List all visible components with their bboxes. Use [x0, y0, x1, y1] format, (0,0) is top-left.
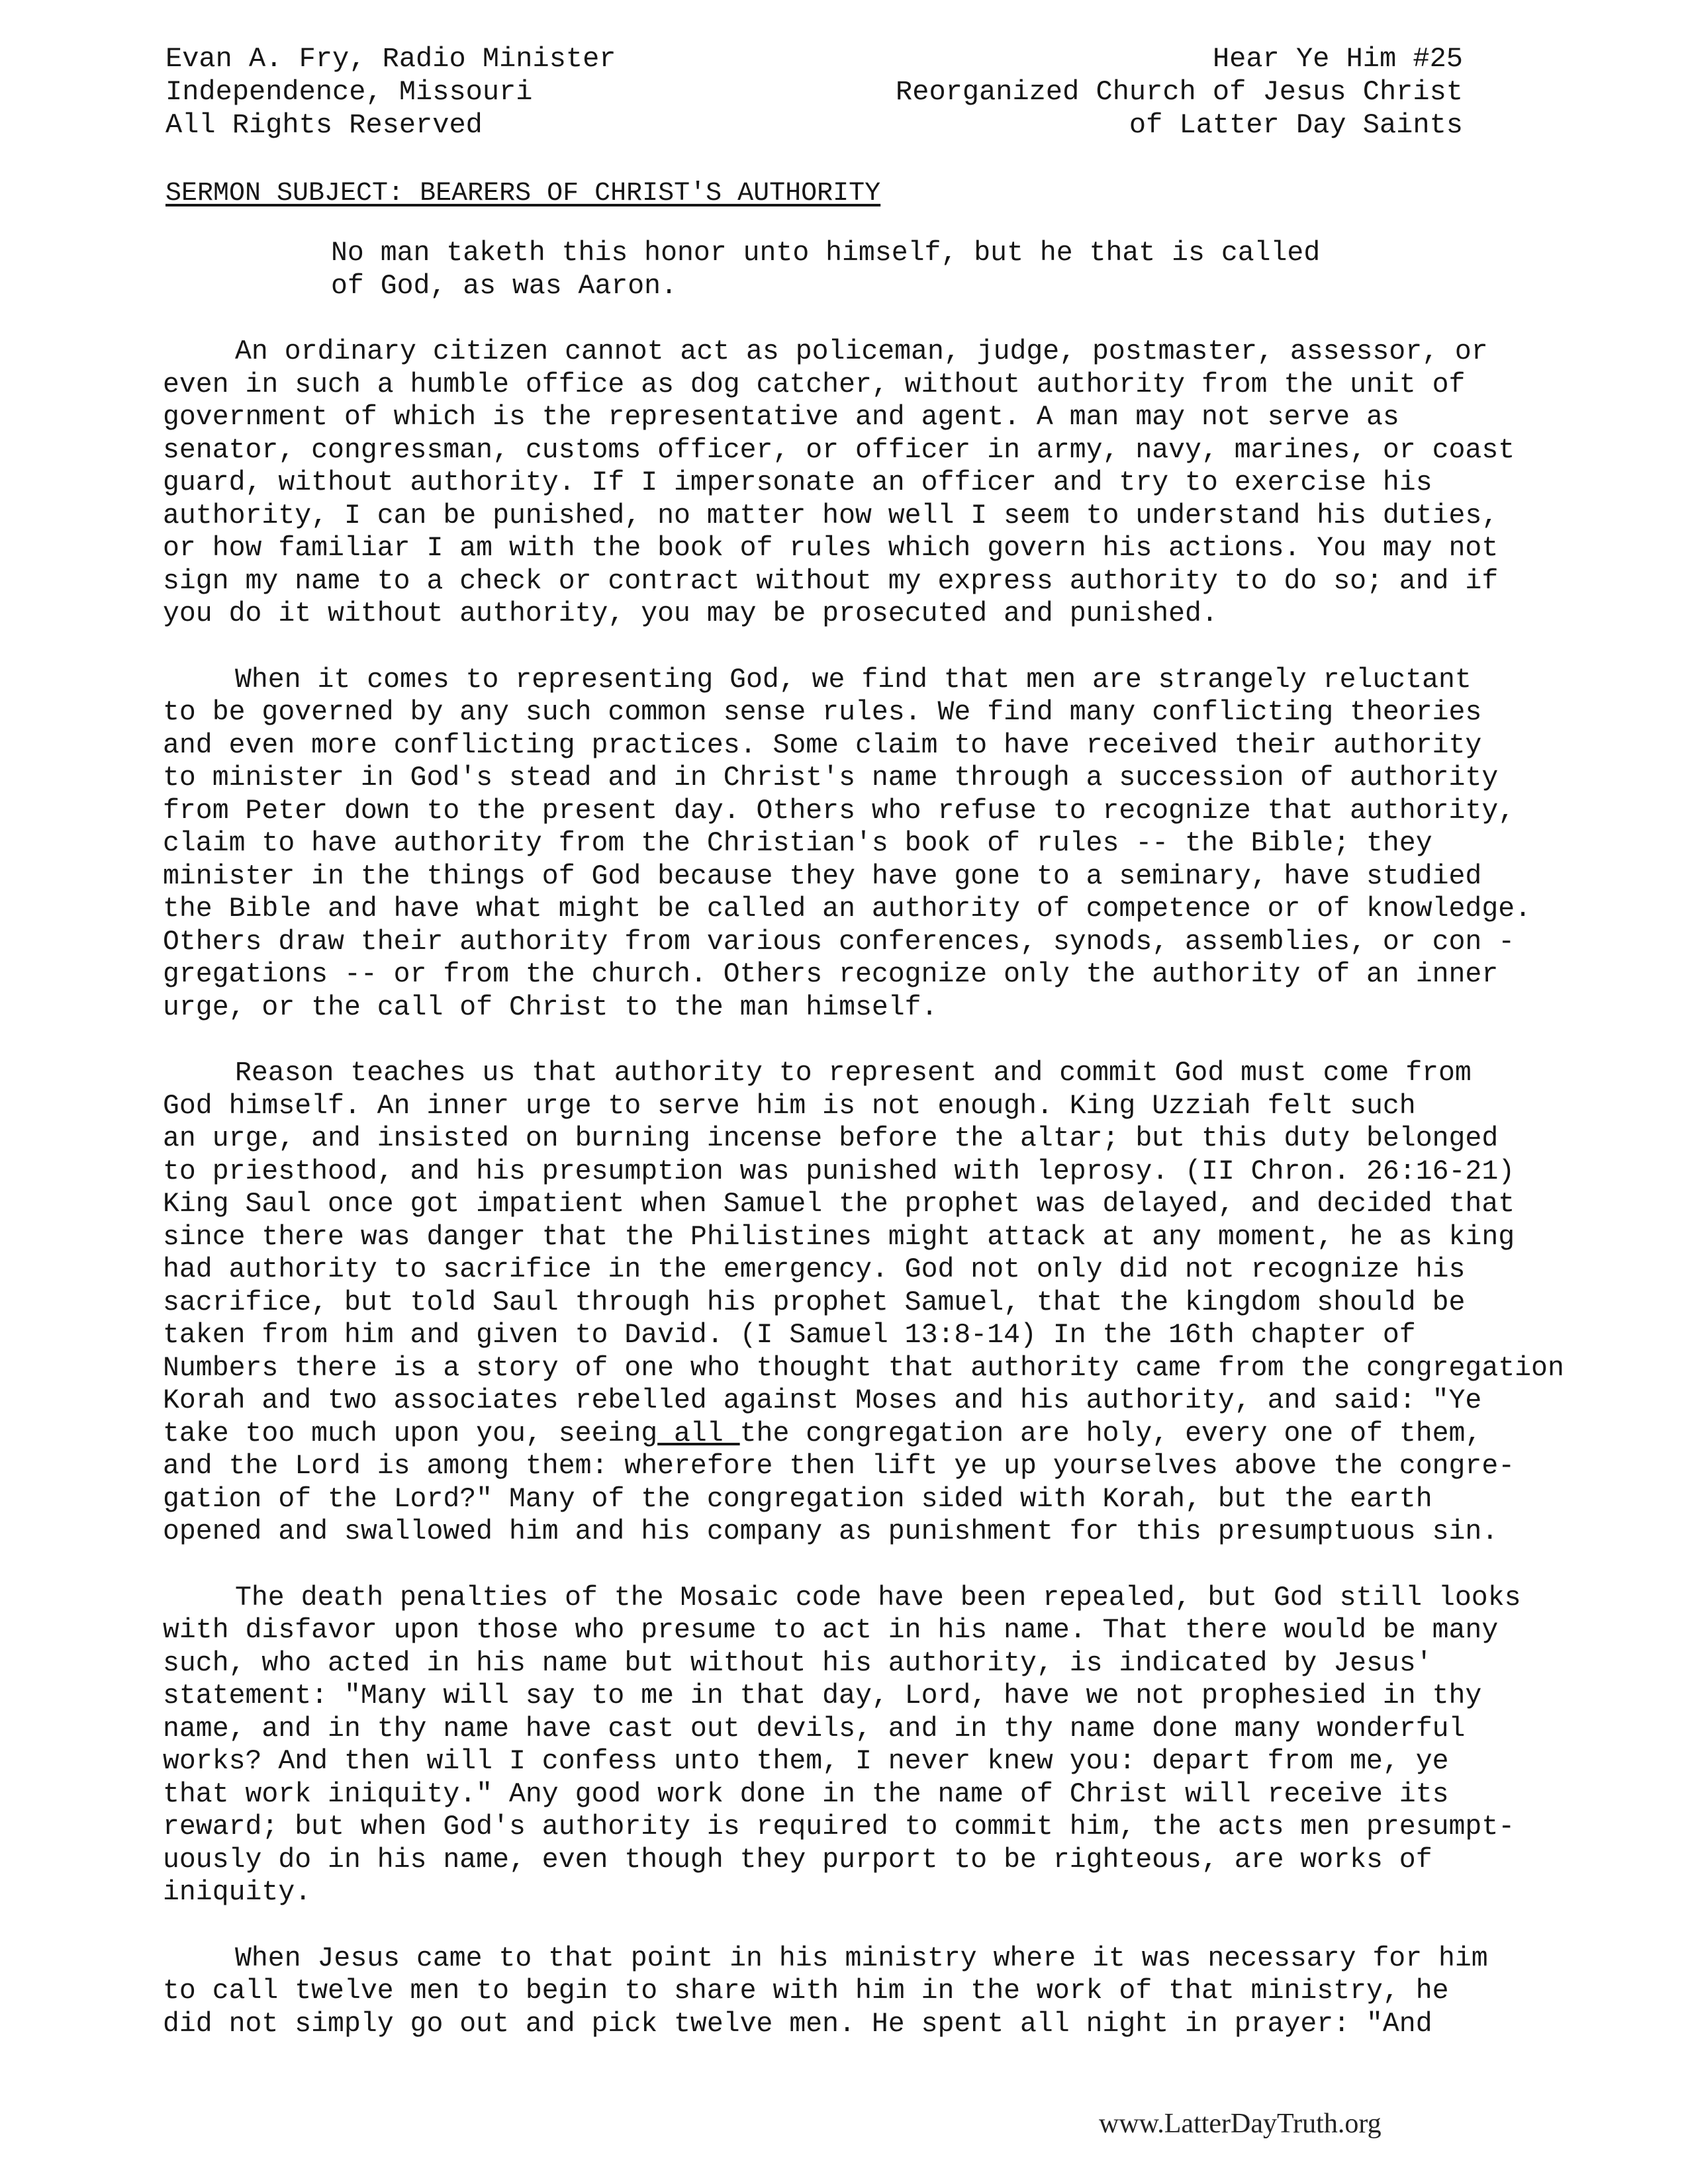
header-church-line2: of Latter Day Saints: [1129, 109, 1463, 141]
paragraph-line: The death penalties of the Mosaic code have been repealed, but God still looks: [235, 1582, 1521, 1614]
paragraph-line: the Bible and have what might be called an authority of competence or of knowledge.: [163, 893, 1532, 925]
paragraph-line: name, and in thy name have cast out devils, and in thy name done many wonderful: [163, 1713, 1466, 1745]
paragraph-line: and even more conflicting practices. Some claim to have received their authority: [163, 729, 1482, 761]
paragraph-line: take too much upon you, seeing all the congregation are holy, every one of them,: [163, 1418, 1482, 1449]
paragraph-line: iniquity.: [163, 1877, 312, 1908]
header-rights: All Rights Reserved: [165, 109, 483, 141]
paragraph-line: opened and swallowed him and his company as punishment for this presumptuous sin.: [163, 1516, 1499, 1547]
paragraph-line: to be governed by any such common sense rules. We find many conflicting theories: [163, 697, 1482, 728]
paragraph-line: and the Lord is among them: wherefore then lift ye up yourselves above the congre-: [163, 1451, 1515, 1482]
paragraph-line: senator, congressman, customs officer, or officer in army, navy, marines, or coast: [163, 434, 1515, 466]
paragraph-line: had authority to sacrifice in the emergency. God not only did not recognize his: [163, 1254, 1466, 1285]
paragraph-line: to minister in God's stead and in Christ's name through a succession of authority: [163, 762, 1499, 794]
paragraph-line: uously do in his name, even though they purport to be righteous, are works of: [163, 1844, 1432, 1876]
paragraph-line: an urge, and insisted on burning incense before the altar; but this duty belonged: [163, 1123, 1499, 1154]
paragraph-line: Reason teaches us that authority to represent and commit God must come from: [235, 1058, 1472, 1089]
paragraph-line: King Saul once got impatient when Samuel the prophet was delayed, and decided that: [163, 1189, 1515, 1220]
paragraph-line: works? And then will I confess unto them, I never knew you: depart from me, ye: [163, 1746, 1449, 1777]
paragraph-line: statement: "Many will say to me in that day, Lord, have we not prophesied in thy: [163, 1680, 1482, 1711]
paragraph-line: minister in the things of God because they have gone to a seminary, have studied: [163, 860, 1482, 892]
sermon-subject-text: SERMON SUBJECT: BEARERS OF CHRIST'S AUTHORITY: [165, 179, 881, 208]
paragraph-line: sign my name to a check or contract without my express authority to do so; and if: [163, 565, 1499, 597]
header-location: Independence, Missouri: [165, 76, 533, 108]
paragraph-line: or how familiar I am with the book of rules which govern his actions. You may not: [163, 533, 1499, 564]
header-series: Hear Ye Him #25: [1212, 43, 1463, 75]
scripture-line: of God, as was Aaron.: [331, 270, 677, 302]
paragraph-line: you do it without authority, you may be prosecuted and punished.: [163, 598, 1218, 629]
paragraph-line: reward; but when God's authority is required to commit him, the acts men presumpt-: [163, 1811, 1515, 1843]
paragraph-line: gregations -- or from the church. Others recognize only the authority of an inner: [163, 959, 1499, 990]
paragraph-line: to priesthood, and his presumption was punished with leprosy. (II Chron. 26:16-21): [163, 1156, 1515, 1187]
paragraph-line: When Jesus came to that point in his ministry where it was necessary for him: [235, 1942, 1488, 1974]
paragraph-line: gation of the Lord?" Many of the congregation sided with Korah, but the earth: [163, 1483, 1432, 1515]
header-author: Evan A. Fry, Radio Minister: [165, 43, 616, 75]
paragraph-line: even in such a humble office as dog catcher, without authority from the unit of: [163, 369, 1466, 400]
paragraph-line: did not simply go out and pick twelve men. He spent all night in prayer: "And: [163, 2008, 1432, 2040]
paragraph-line: from Peter down to the present day. Others who refuse to recognize that authority,: [163, 795, 1515, 827]
paragraph-line: authority, I can be punished, no matter how well I seem to understand his duties,: [163, 500, 1499, 531]
footer-url: www.LatterDayTruth.org: [1099, 2109, 1382, 2139]
paragraph-line: God himself. An inner urge to serve him is not enough. King Uzziah felt such: [163, 1090, 1416, 1122]
header-church-line1: Reorganized Church of Jesus Christ: [896, 76, 1463, 108]
paragraph-line: sacrifice, but told Saul through his prophet Samuel, that the kingdom should be: [163, 1287, 1466, 1318]
paragraph-line: claim to have authority from the Christian's book of rules -- the Bible; they: [163, 828, 1432, 859]
paragraph-line: with disfavor upon those who presume to act in his name. That there would be many: [163, 1615, 1499, 1646]
header-author-block: [165, 42, 616, 142]
paragraph-line: urge, or the call of Christ to the man himself.: [163, 991, 938, 1023]
header-series-block: [896, 42, 1463, 142]
paragraph-line: taken from him and given to David. (I Samuel 13:8-14) In the 16th chapter of: [163, 1320, 1416, 1351]
paragraph-line: that work iniquity." Any good work done in the name of Christ will receive its: [163, 1778, 1449, 1810]
scripture-line: No man taketh this honor unto himself, but he that is called: [331, 238, 1321, 269]
paragraph-line: Korah and two associates rebelled against Moses and his authority, and said: "Ye: [163, 1385, 1482, 1416]
sermon-subject: [165, 177, 880, 210]
paragraph-line: Others draw their authority from various conferences, synods, assemblies, or con -: [163, 926, 1515, 958]
paragraph-line: Numbers there is a story of one who thought that authority came from the congregation: [163, 1352, 1564, 1384]
paragraph-line: guard, without authority. If I impersonate an officer and try to exercise his: [163, 467, 1432, 498]
paragraph-line: since there was danger that the Philistines might attack at any moment, he as king: [163, 1221, 1515, 1253]
paragraph-line: such, who acted in his name but without his authority, is indicated by Jesus': [163, 1647, 1432, 1679]
paragraph-line: to call twelve men to begin to share with him in the work of that ministry, he: [163, 1976, 1449, 2007]
paragraph-line: An ordinary citizen cannot act as policeman, judge, postmaster, assessor, or: [235, 336, 1488, 367]
paragraph-line: government of which is the representative and agent. A man may not serve as: [163, 402, 1399, 433]
paragraph-line: When it comes to representing God, we find that men are strangely reluctant: [235, 664, 1472, 696]
